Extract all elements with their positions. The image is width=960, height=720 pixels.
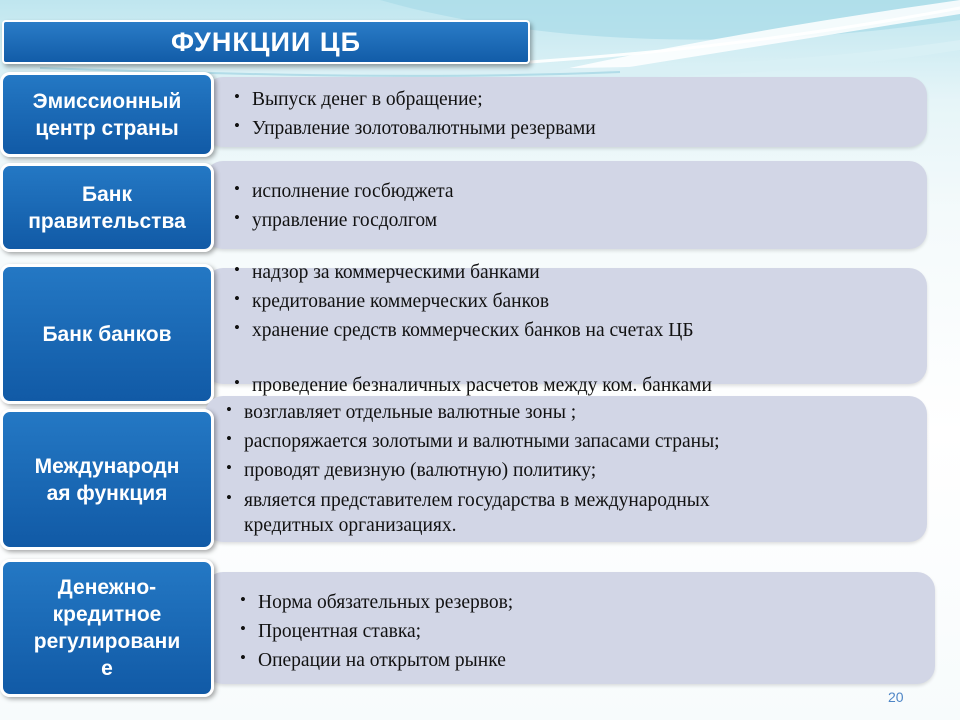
label-text: Международн ая функция	[34, 454, 180, 505]
list-item: • является представителем государства в международных	[244, 489, 710, 512]
list-item: • надзор за коммерческими банками	[252, 261, 540, 284]
label-text: Банк банков	[42, 322, 172, 346]
label-text: Денежно- кредитное регулировани е	[33, 576, 181, 680]
section-label-international	[0, 409, 214, 550]
list-item: • кредитование коммерческих банков	[252, 290, 549, 313]
section-label-monetary-regulation	[0, 559, 214, 697]
slide-title: ФУНКЦИИ ЦБ	[171, 26, 361, 57]
section-panel-government-bank	[205, 161, 927, 249]
list-item: кредитных организациях.	[244, 515, 457, 536]
list-item: • Процентная ставка;	[258, 620, 421, 643]
list-item: • Норма обязательных резервов;	[258, 591, 513, 614]
list-item: • Операции на открытом рынке	[258, 649, 506, 672]
list-item: • проведение безналичных расчетов между ком. банками	[252, 374, 712, 397]
list-item: • Управление золотовалютными резервами	[252, 117, 596, 140]
list-item: • возглавляет отдельные валютные зоны ;	[244, 401, 576, 424]
list-item: • хранение средств коммерческих банков на счетах ЦБ	[252, 319, 694, 342]
section-label-government-bank	[0, 163, 214, 252]
list-item: • исполнение госбюджета	[252, 180, 454, 203]
list-item: • Выпуск денег в обращение;	[252, 88, 483, 111]
list-item: • проводят девизную (валютную) политику;	[244, 459, 596, 482]
slide-title-box	[2, 20, 530, 64]
page-number: 20	[888, 689, 904, 705]
list-item: • распоряжается золотыми и валютными запасами страны;	[244, 430, 720, 453]
label-text: Эмиссионный центр страны	[32, 89, 182, 140]
section-label-bank-of-banks	[0, 264, 214, 404]
label-text: Банк правительства	[28, 182, 186, 233]
list-item: • управление госдолгом	[252, 209, 437, 232]
section-label-emission	[0, 72, 214, 157]
